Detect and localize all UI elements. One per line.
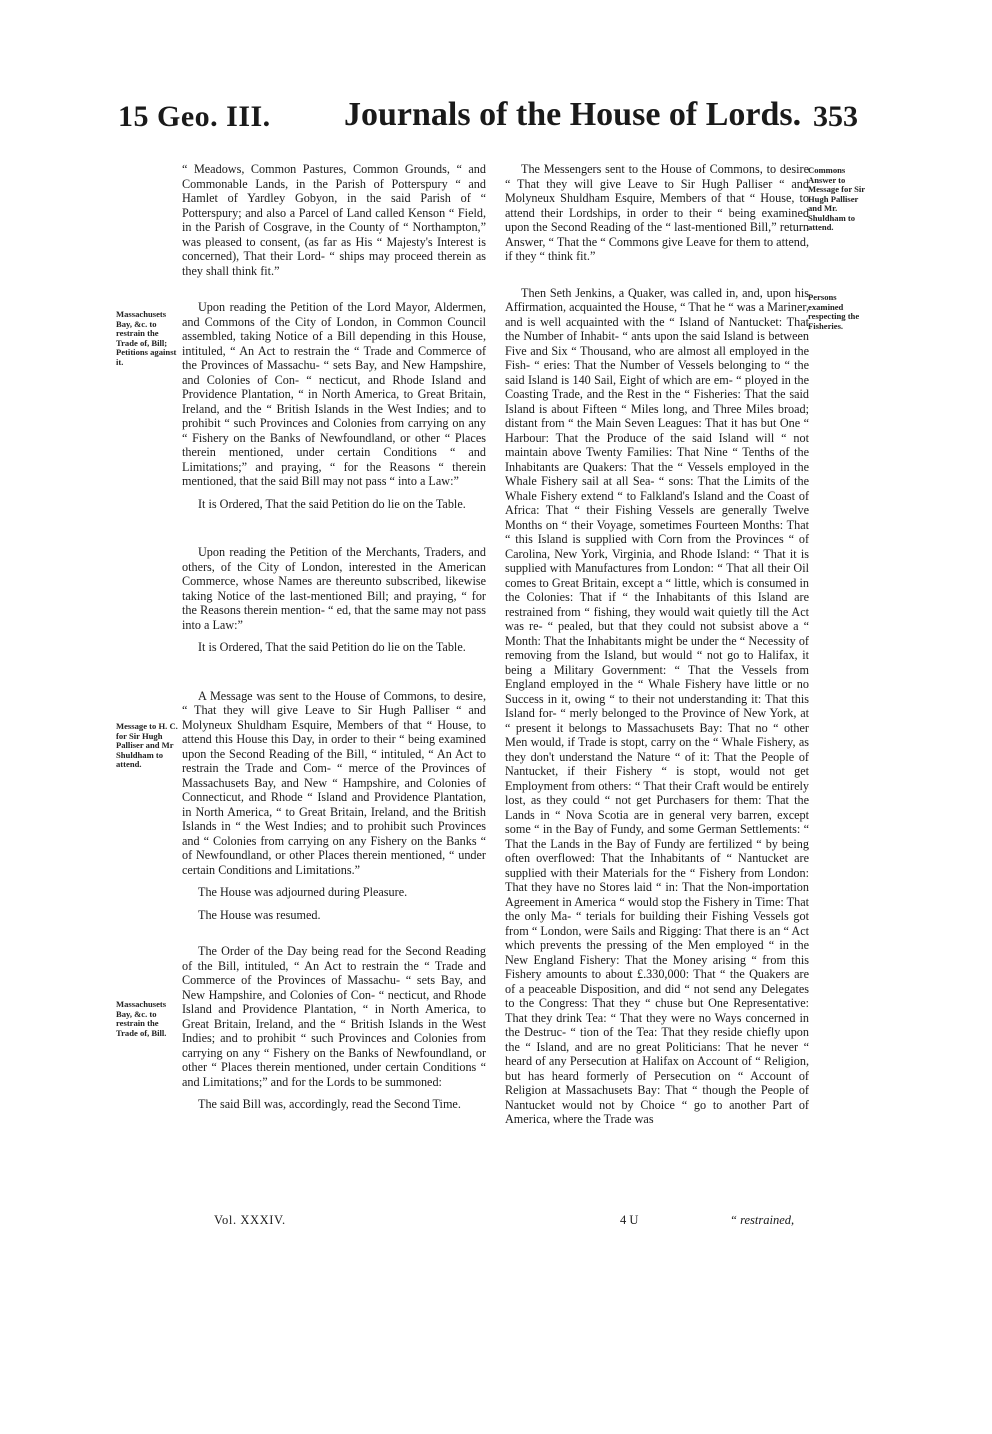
paragraph: The Order of the Day being read for the Second Reading of the Bill, intituled, “ An Act to restrain the “ Trade and Commerce of the Provinces of Massachu- “ sets Bay, and New Hampshire, and Colonies of Con- “ necticut, and Rhode Island and Providence Plantation, “ in North America, to Great Britain, Ireland, and the “ British Islands in the West Indies; and to prohibit “ such Provinces and Colonies from carrying on any “ Fishery on the Banks of Newfoundland, or other “ Places therein mentioned, under certain Conditions “ and Limitations;” and for the Lords to be summoned: bbox=[182, 944, 486, 1089]
page-title: Journals of the House of Lords. bbox=[344, 96, 802, 133]
catchword: “ restrained, bbox=[730, 1213, 795, 1227]
paragraph: The House was resumed. bbox=[198, 907, 321, 922]
left-column bbox=[182, 162, 486, 1120]
margin-note-commons-answer: Commons Answer to Message for Sir Hugh Palliser and Mr. Shuldham to attend. bbox=[808, 165, 865, 232]
paragraph: “ Meadows, Common Pastures, Common Grounds, “ and Commonable Lands, in the Parish of Potterspury “ and Hamlet of Yardley Gobyon, in the said Parish of “ Potterspury; and also a Parcel of Land called Kenson “ Field, in the Parish of Cosgrave, in the County of “ Northampton,” was pleased to consent, (as far as His “ Majesty's Interest is concerned), That their Lord- “ ships may proceed therein as they shall think fit.” bbox=[182, 162, 486, 278]
margin-note-message: Message to H. C. for Sir Hugh Palliser and Mr Shuldham to attend. bbox=[116, 721, 178, 769]
signature-mark: 4 U bbox=[620, 1213, 639, 1227]
paragraph: The Messengers sent to the House of Commons, to desire “ That they will give Leave to Sir Hugh Palliser “ and Molyneux Shuldham Esquire, Members of that “ House, to attend their Lordships, in order to their “ being examined upon the Second Reading of the “ last-mentioned Bill,” return Answer, “ That the “ Commons give Leave for them to attend, if they “ think fit.” bbox=[505, 162, 809, 263]
page-header bbox=[118, 96, 858, 146]
paragraph: Then Seth Jenkins, a Quaker, was called in, and, upon his Affirmation, acquainted the House, “ That he “ was a Mariner, and is well acquainted with the “ Island of Nantucket: That the Number of Inhabit- “ ants upon the said Island is between Five and Six “ Thousand, who are almost all employed in the Fish- “ eries: That the Number of Vessels belonging to “ the said Island is 140 Sail, Eight of which are em- “ ployed in the Coasting Trade, and the Rest in the “ Fisheries: That the said Island is about Fifteen “ Miles long, and Three Miles broad; distant from “ the Main Seven Leagues: That it has but One “ Harbour: That the Produce of the said Island will “ not maintain above Twenty Families: That Nine “ Tenths of the Inhabitants are Quakers: That the “ Vessels employed in the Whale Fishery sail at all Sea- “ sons: That the Limits of the Whale Fishery extend “ to Falkland's Island and the Coast of Africa: That “ their Fishing Vessels are generally Twelve Months on “ their Voyage, sometimes Fourteen Months: That “ this Island is supplied with Corn from the Provinces “ of Carolina, New York, Virginia, and Rhode Island: “ That it is supplied with Manufactures from London: “ That all their Oil comes to Great Britain, except a “ little, which is consumed in the Colonies: That if “ the Inhabitants of this Island are restrained from “ fishing, they would wait quietly till the Act was re- “ pealed, but that they could not subsist above a “ Month: That the Inhabitants might be under the “ Necessity of removing from the Island, but would “ not go to Halifax, it being a Military Government: “ That the Vessels from England employed in the “ Whale Fishery have little or no Success in it, owing “ to their not understanding it: That this Island for- “ merly belonged to the Province of New York, at “ present it belongs to Massachusets Bay: That no “ other Men would, if Trade is stopt, carry on the “ Whale Fishery, as they don't understand the Nature “ of it: That the People of Nantucket, if their Fishery “ is stopt, would not get Employment from others: “ That their Craft would be entirely lost, as they could “ not get Purchasers for them: That the Lands in “ Nova Scotia are in general very barren, except some “ in the Bay of Fundy, and some German Settlements: “ That the Lands in the Bay of Fundy are fertilized “ by being often overflowed: That the Inhabitants of “ Nantucket are supplied with their Materials for the “ Fishery from London: That they have no Stores laid “ in: That the Non-importation Agreement in America “ would stop the Fishery in Time: That the only Ma- “ terials for building their Fishing Vessels got from “ London, were Sails and Rigging: That there is an “ Act which prevents the pressing of the Men employed “ in the New England Fishery: That the Money arising “ from this Fishery amounts to about £.330,000: That “ the Quakers are of a peaceable Disposition, and did “ not send any Delegates to the Congress: That they “ chuse but One Representative: That they drink Tea: “ That they were no Ways concerned in the Destruc- “ tion of the Tea: That they reside chiefly upon the “ Island, and are no great Politicians: That he never “ heard of any Persecution at Halifax on Account of “ Religion, but has heard formerly of Persecution on “ Account of Religion at Massachusets Bay: That “ though the People of Nantucket would not by Choice “ go to another Part of America, where the Trade was bbox=[505, 285, 809, 1126]
page-number: 353 bbox=[813, 100, 858, 133]
paragraph: The said Bill was, accordingly, read the Second Time. bbox=[198, 1097, 461, 1111]
margin-note-bill: Massachusets Bay, &c. to restrain the Trade of, Bill. bbox=[116, 999, 167, 1038]
paragraph: It is Ordered, That the said Petition do lie on the Table. bbox=[198, 496, 466, 511]
paragraph: Upon reading the Petition of the Merchants, Traders, and others, of the City of London, interested in the American Commerce, whose Names are thereunto subscribed, likewise taking Notice of the last-mentioned Bill; and praying, “ for the Reasons therein mention- “ ed, that the same may not pass into a Law:” bbox=[182, 545, 486, 632]
paragraph: A Message was sent to the House of Commons, to desire, “ That they will give Leave to Sir Hugh Palliser “ and Molyneux Shuldham Esquire, Members of that “ House, to attend this House this Day, in order to their “ being examined upon the Second Reading of the Bill, “ intituled, “ An Act to restrain the Trade and Com- “ merce of the Provinces of Massachusets Bay, and New “ Hampshire, and Colonies of Connecticut, and Rhode “ Island and Providence Plantation, in North America, “ to Great Britain, Ireland, and the British Islands in “ the West Indies; and to prohibit such Provinces and “ Colonies from carrying on any Fishery on the Banks “ of Newfoundland, or other Places therein mentioned, “ under certain Conditions and Limitations.” bbox=[182, 688, 486, 877]
margin-note-persons-examined: Persons examined respecting the Fisheries. bbox=[808, 292, 860, 331]
margin-note-petitions: Massachusets Bay, &c. to restrain the Trade of, Bill; Petitions against it. bbox=[116, 309, 177, 367]
right-column bbox=[505, 162, 809, 1135]
volume-number: Vol. XXXIV. bbox=[214, 1213, 286, 1227]
paragraph: Upon reading the Petition of the Lord Mayor, Aldermen, and Commons of the City of London, in Common Council assembled, taking Notice of a Bill depending in this House, intituled, “ An Act to restrain the “ Trade and Commerce of the Provinces of Massachu- “ sets Bay, and New Hampshire, and Colonies of Con- “ necticut, and Rhode Island and Providence Plantation, “ in North America, to Great Britain, Ireland, and the “ British Islands in the West Indies; and to prohibit “ such Provinces and Colonies from carrying on any “ Fishery on the Banks of Newfoundland, or other “ Places therein mentioned, under certain Conditions “ and Limitations;” and praying, “ for the Reasons “ therein mentioned, that the said Bill may not pass “ into a Law:” bbox=[182, 300, 486, 488]
paragraph: It is Ordered, That the said Petition do lie on the Table. bbox=[198, 640, 466, 654]
regnal-year: 15 Geo. III. bbox=[118, 100, 271, 133]
paragraph: The House was adjourned during Pleasure. bbox=[198, 885, 408, 899]
